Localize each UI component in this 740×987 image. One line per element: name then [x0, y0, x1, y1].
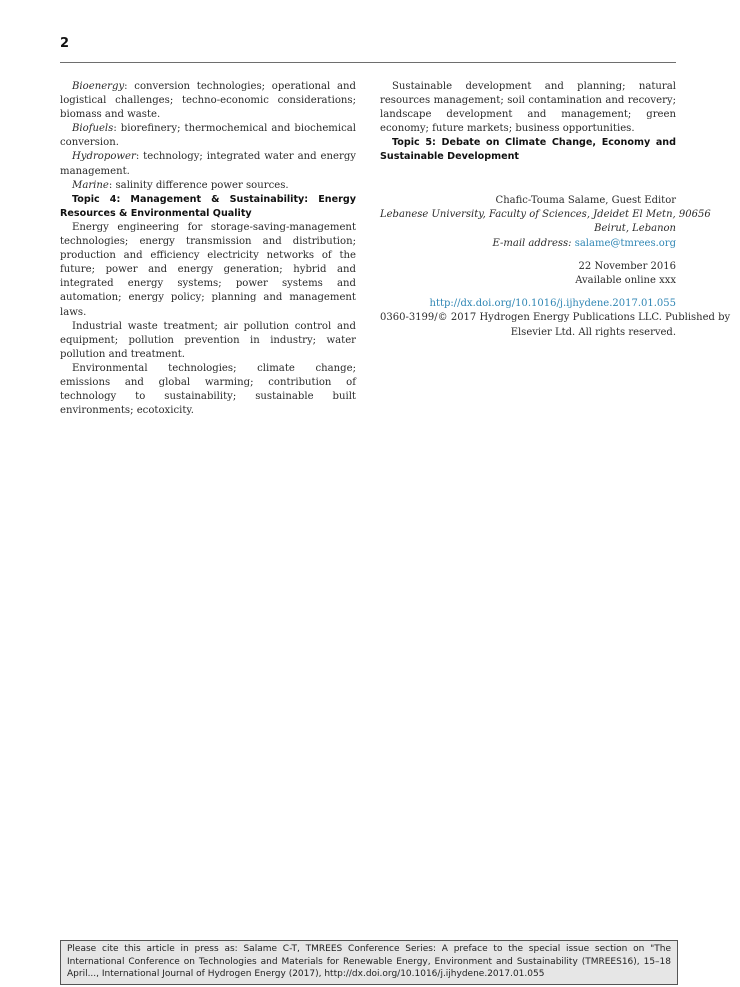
topic4-paragraph-2: Industrial waste treatment; air pollution control and equipment; pollution prevention in industry; water pollution and treatment.: [60, 320, 356, 360]
copyright-line2: Elsevier Ltd. All rights reserved.: [510, 326, 676, 338]
copyright-line1: 0360-3199/© 2017 Hydrogen Energy Publications LLC. Published by: [380, 312, 731, 324]
left-column: [60, 80, 356, 418]
doi-link[interactable]: http://dx.doi.org/10.1016/j.ijhydene.2017.01.055: [429, 298, 676, 310]
marine-text: : salinity difference power sources.: [108, 179, 289, 191]
topic4-paragraph-1: Energy engineering for storage-saving-management technologies; energy transmission and distribution; production and efficiency electricity networks of the future; power and energy generation; hybrid and integrated energy systems; power systems and automation; energy policy; planning and management laws.: [60, 221, 356, 318]
hydropower-text: : technology; integrated water and energy management.: [60, 151, 356, 177]
marine-term: Marine: [72, 179, 109, 191]
editor-email-line: [380, 237, 676, 251]
citation-box: Please cite this article in press as: Salame C-T, TMREES Conference Series: A preface to the special issue section on "The International Conference on Technologies and Materials for Renewable Energy, Environment and Sustainability (TMREES16), 15–18 April..., International Journal of Hydrogen Energy (2017), http://dx.doi.org/10.1016/j.ijhydene.2017.01.055: [60, 940, 678, 985]
biofuels-text: : biorefinery; thermochemical and biochemical conversion.: [60, 123, 356, 149]
biofuels-term: Biofuels: [72, 123, 114, 135]
editor-affiliation-line1: Lebanese University, Faculty of Sciences, Jdeidet El Metn, 90656: [380, 209, 711, 221]
editor-name: Chafic-Touma Salame, Guest Editor: [495, 195, 676, 206]
bioenergy-text: : conversion technologies; operational and logistical challenges; techno-economic considerations; biomass and waste.: [60, 81, 356, 121]
email-link[interactable]: salame@tmrees.org: [574, 237, 676, 249]
editor-affiliation-line2: Beirut, Lebanon: [594, 223, 676, 235]
editor-block: [380, 194, 731, 340]
topic4-heading: Topic 4: Management & Sustainability: Energy Resources & Environmental Quality: [60, 193, 356, 219]
spacer: [380, 288, 676, 297]
biofuels-paragraph: [60, 122, 356, 150]
bioenergy-term: Bioenergy: [72, 81, 125, 92]
hydropower-term: Hydropower: [72, 151, 136, 163]
topic4-paragraph-3: Environmental technologies; climate change; emissions and global warming; contribution of technology to sustainability; sustainable built environments; ecotoxicity.: [60, 362, 356, 417]
spacer: [380, 251, 676, 260]
hydropower-paragraph: [60, 150, 356, 178]
topic4-paragraph-4: Sustainable development and planning; natural resources management; soil contamination and recovery; landscape development and management; green economy; future markets; business opportunities.: [380, 81, 676, 135]
topic5-heading: Topic 5: Debate on Climate Change, Economy and Sustainable Development: [380, 137, 676, 163]
bioenergy-paragraph: [60, 80, 356, 122]
page-number: 2: [60, 36, 70, 51]
email-label: E-mail address:: [492, 237, 572, 249]
header-rule: [60, 62, 676, 63]
available-online: Available online xxx: [575, 275, 676, 287]
marine-paragraph: [60, 179, 356, 193]
editor-date: 22 November 2016: [578, 260, 676, 272]
right-column: [380, 80, 676, 165]
